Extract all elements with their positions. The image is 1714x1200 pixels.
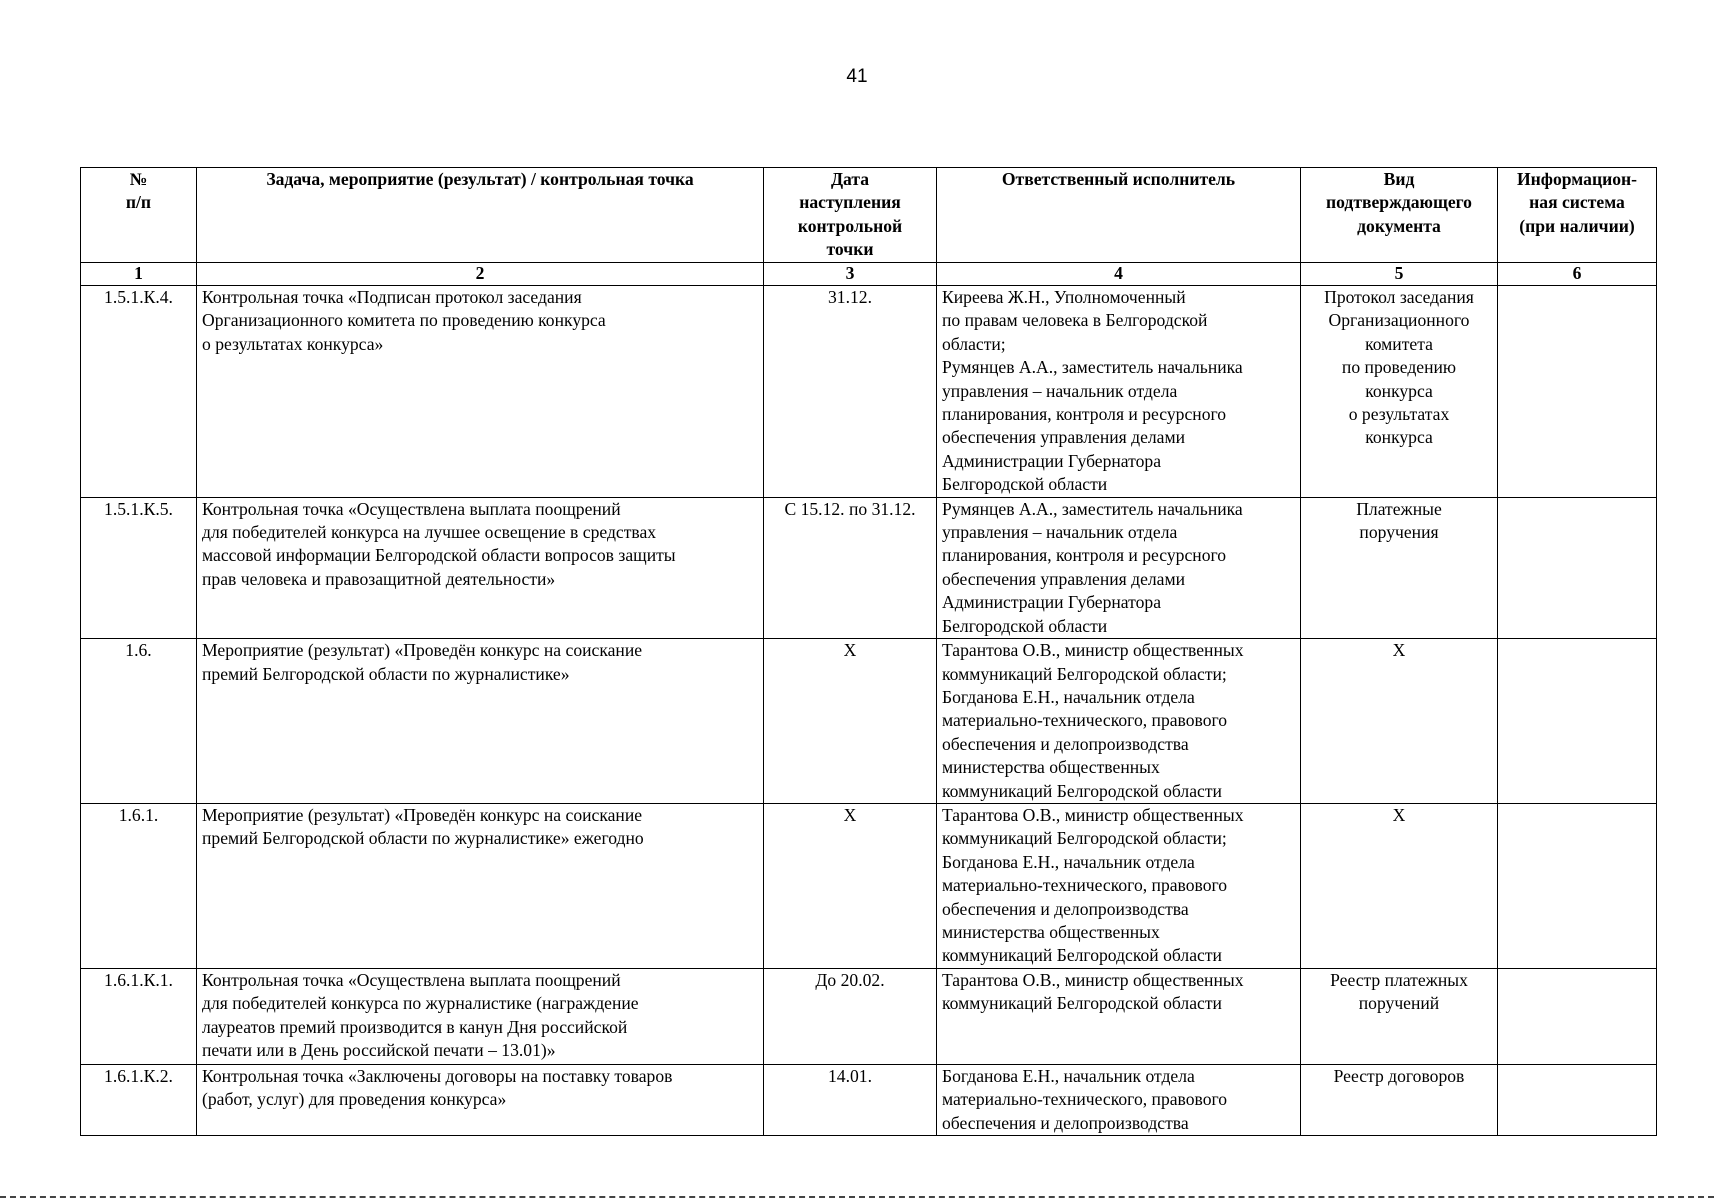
page-edge-rule [0, 1196, 1714, 1198]
table-header-row [81, 168, 1657, 263]
row-executor: Тарантова О.В., министр общественных коммуникаций Белгородской области [937, 968, 1301, 1064]
row-date: 14.01. [764, 1064, 937, 1135]
table-row [81, 968, 1657, 1064]
row-task: Мероприятие (результат) «Проведён конкурс на соискание премий Белгородской области по журналистике» [197, 639, 764, 804]
row-executor: Киреева Ж.Н., Уполномоченный по правам человека в Белгородской области; Румянцев А.А., заместитель начальника управления – начальник отдела планирования, контроля и ресурсного обеспечения управления делами Администрации Губернатора Белгородской области [937, 286, 1301, 498]
row-date: 31.12. [764, 286, 937, 498]
row-number: 1.5.1.К.4. [81, 286, 197, 498]
table-row [81, 803, 1657, 968]
row-task: Мероприятие (результат) «Проведён конкурс на соискание премий Белгородской области по журналистике» ежегодно [197, 803, 764, 968]
row-document: Платежные поручения [1301, 497, 1498, 638]
header-number: № п/п [81, 168, 197, 263]
table-row [81, 497, 1657, 638]
row-task: Контрольная точка «Осуществлена выплата поощрений для победителей конкурса на лучшее освещение в средствах массовой информации Белгородской области вопросов защиты прав человека и правозащитной деятельности» [197, 497, 764, 638]
header-date: Дата наступления контрольной точки [764, 168, 937, 263]
column-number: 2 [197, 263, 764, 286]
row-system [1498, 968, 1657, 1064]
table-row [81, 639, 1657, 804]
row-system [1498, 497, 1657, 638]
row-number: 1.6.1. [81, 803, 197, 968]
control-points-table [80, 167, 1657, 1136]
column-number: 3 [764, 263, 937, 286]
row-document: Реестр платежных поручений [1301, 968, 1498, 1064]
row-task: Контрольная точка «Подписан протокол заседания Организационного комитета по проведению конкурса о результатах конкурса» [197, 286, 764, 498]
row-system [1498, 1064, 1657, 1135]
row-executor: Тарантова О.В., министр общественных коммуникаций Белгородской области; Богданова Е.Н., начальник отдела материально-технического, правового обеспечения и делопроизводства министерства общественных коммуникаций Белгородской области [937, 639, 1301, 804]
row-document: Реестр договоров [1301, 1064, 1498, 1135]
column-number-row [81, 263, 1657, 286]
row-document: Протокол заседания Организационного комитета по проведению конкурса о результатах конкурса [1301, 286, 1498, 498]
row-executor: Богданова Е.Н., начальник отдела материально-технического, правового обеспечения и делопроизводства [937, 1064, 1301, 1135]
row-document: Х [1301, 803, 1498, 968]
header-system: Информацион- ная система (при наличии) [1498, 168, 1657, 263]
row-number: 1.6.1.К.1. [81, 968, 197, 1064]
column-number: 5 [1301, 263, 1498, 286]
header-executor: Ответственный исполнитель [937, 168, 1301, 263]
row-date: Х [764, 639, 937, 804]
column-number: 4 [937, 263, 1301, 286]
row-date: До 20.02. [764, 968, 937, 1064]
row-task: Контрольная точка «Заключены договоры на поставку товаров (работ, услуг) для проведения конкурса» [197, 1064, 764, 1135]
row-executor: Тарантова О.В., министр общественных коммуникаций Белгородской области; Богданова Е.Н., начальник отдела материально-технического, правового обеспечения и делопроизводства министерства общественных коммуникаций Белгородской области [937, 803, 1301, 968]
column-number: 6 [1498, 263, 1657, 286]
page-number: 41 [846, 66, 868, 87]
row-system [1498, 803, 1657, 968]
header-document: Вид подтверждающего документа [1301, 168, 1498, 263]
row-date: Х [764, 803, 937, 968]
table-row [81, 1064, 1657, 1135]
row-system [1498, 639, 1657, 804]
row-number: 1.5.1.К.5. [81, 497, 197, 638]
row-number: 1.6. [81, 639, 197, 804]
row-system [1498, 286, 1657, 498]
row-executor: Румянцев А.А., заместитель начальника управления – начальник отдела планирования, контроля и ресурсного обеспечения управления делами Администрации Губернатора Белгородской области [937, 497, 1301, 638]
row-number: 1.6.1.К.2. [81, 1064, 197, 1135]
row-task: Контрольная точка «Осуществлена выплата поощрений для победителей конкурса по журналистике (награждение лауреатов премий производится в канун Дня российской печати или в День российской печати – 13.01)» [197, 968, 764, 1064]
row-date: С 15.12. по 31.12. [764, 497, 937, 638]
header-task: Задача, мероприятие (результат) / контрольная точка [197, 168, 764, 263]
table-row [81, 286, 1657, 498]
column-number: 1 [81, 263, 197, 286]
row-document: Х [1301, 639, 1498, 804]
